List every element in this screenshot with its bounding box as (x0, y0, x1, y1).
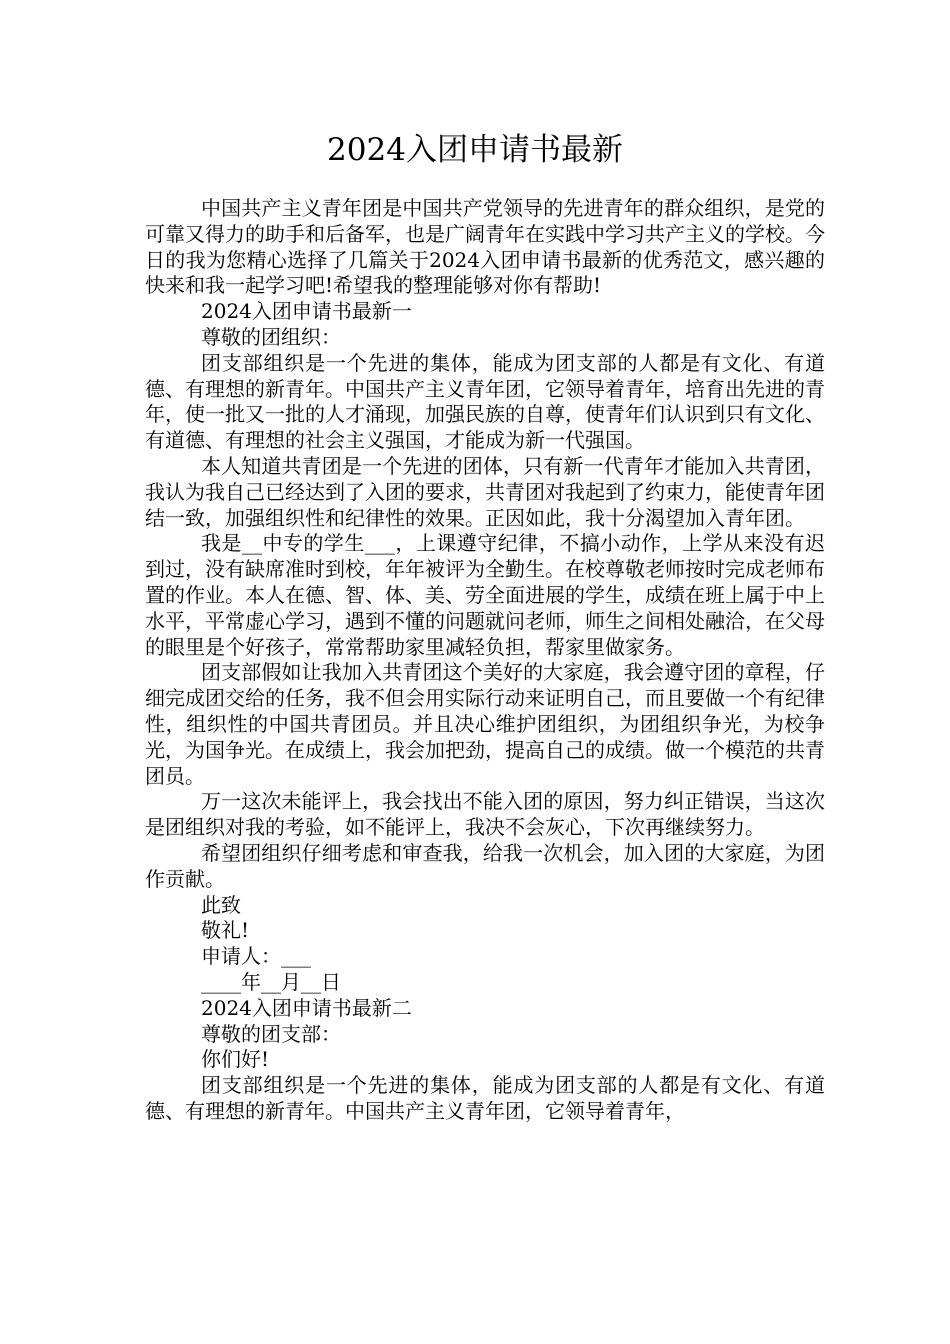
section-heading-1: 2024入团申请书最新一 (201, 299, 412, 324)
section-heading-2: 2024入团申请书最新二 (201, 995, 412, 1020)
body-paragraph: 团支部组织是一个先进的集体，能成为团支部的人都是有文化、有道德、有理想的新青年。中国共产主义青年团，它领导着青年， (145, 1073, 825, 1123)
date-line: ____年__月__日 (201, 969, 341, 994)
greeting-line: 你们好! (201, 1047, 270, 1072)
body-paragraph: 我是__中专的学生___，上课遵守纪律，不搞小动作，上学从来没有迟到过，没有缺席准时到校，年年被评为全勤生。在校尊敬老师按时完成老师布置的作业。本人在德、智、体、美、劳全面进展的学生，成绩在班上属于中上水平，平常虚心学习，遇到不懂的问题就问老师，师生之间相处融洽，在父母的眼里是个好孩子，常常帮助家里减轻负担，帮家里做家务。 (145, 531, 825, 659)
body-paragraph: 团支部假如让我加入共青团这个美好的大家庭，我会遵守团的章程，仔细完成团交给的任务，我不但会用实际行动来证明自己，而且要做一个有纪律性，组织性的中国共青团员。并且决心维护团组织，为团组织争光，为校争光，为国争光。在成绩上，我会加把劲，提高自己的成绩。做一个模范的共青团员。 (145, 660, 825, 788)
salutation-1: 尊敬的团组织： (201, 324, 341, 349)
salutation-2: 尊敬的团支部： (201, 1021, 341, 1046)
body-paragraph: 本人知道共青团是一个先进的团体，只有新一代青年才能加入共青团，我认为我自己已经达到了入团的要求，共青团对我起到了约束力，能使青年团结一致，加强组织性和纪律性的效果。正因如此，我十分渴望加入青年团。 (145, 453, 825, 530)
body-paragraph: 团支部组织是一个先进的集体，能成为团支部的人都是有文化、有道德、有理想的新青年。中国共产主义青年团，它领导着青年，培育出先进的青年，使一批又一批的人才涌现，加强民族的自尊，使青年们认识到只有文化、有道德、有理想的社会主义强国，才能成为新一代强国。 (145, 350, 825, 453)
applicant-line: 申请人：___ (201, 944, 311, 969)
closing-salute: 敬礼! (201, 918, 250, 943)
document-body (145, 196, 825, 1125)
document-title: 2024入团申请书最新 (327, 132, 623, 168)
body-paragraph: 希望团组织仔细考虑和审查我，给我一次机会，加入团的大家庭，为团作贡献。 (145, 840, 825, 891)
body-paragraph: 万一这次未能评上，我会找出不能入团的原因，努力纠正错误，当这次是团组织对我的考验，如不能评上，我决不会灰心，下次再继续努力。 (145, 789, 825, 840)
intro-paragraph: 中国共产主义青年团是中国共产党领导的先进青年的群众组织，是党的可靠又得力的助手和后备军，也是广阔青年在实践中学习共产主义的学校。今日的我为您精心选择了几篇关于2024入团申请书最新的优秀范文，感兴趣的快来和我一起学习吧!希望我的整理能够对你有帮助! (145, 196, 825, 298)
closing-line: 此致 (201, 892, 241, 917)
